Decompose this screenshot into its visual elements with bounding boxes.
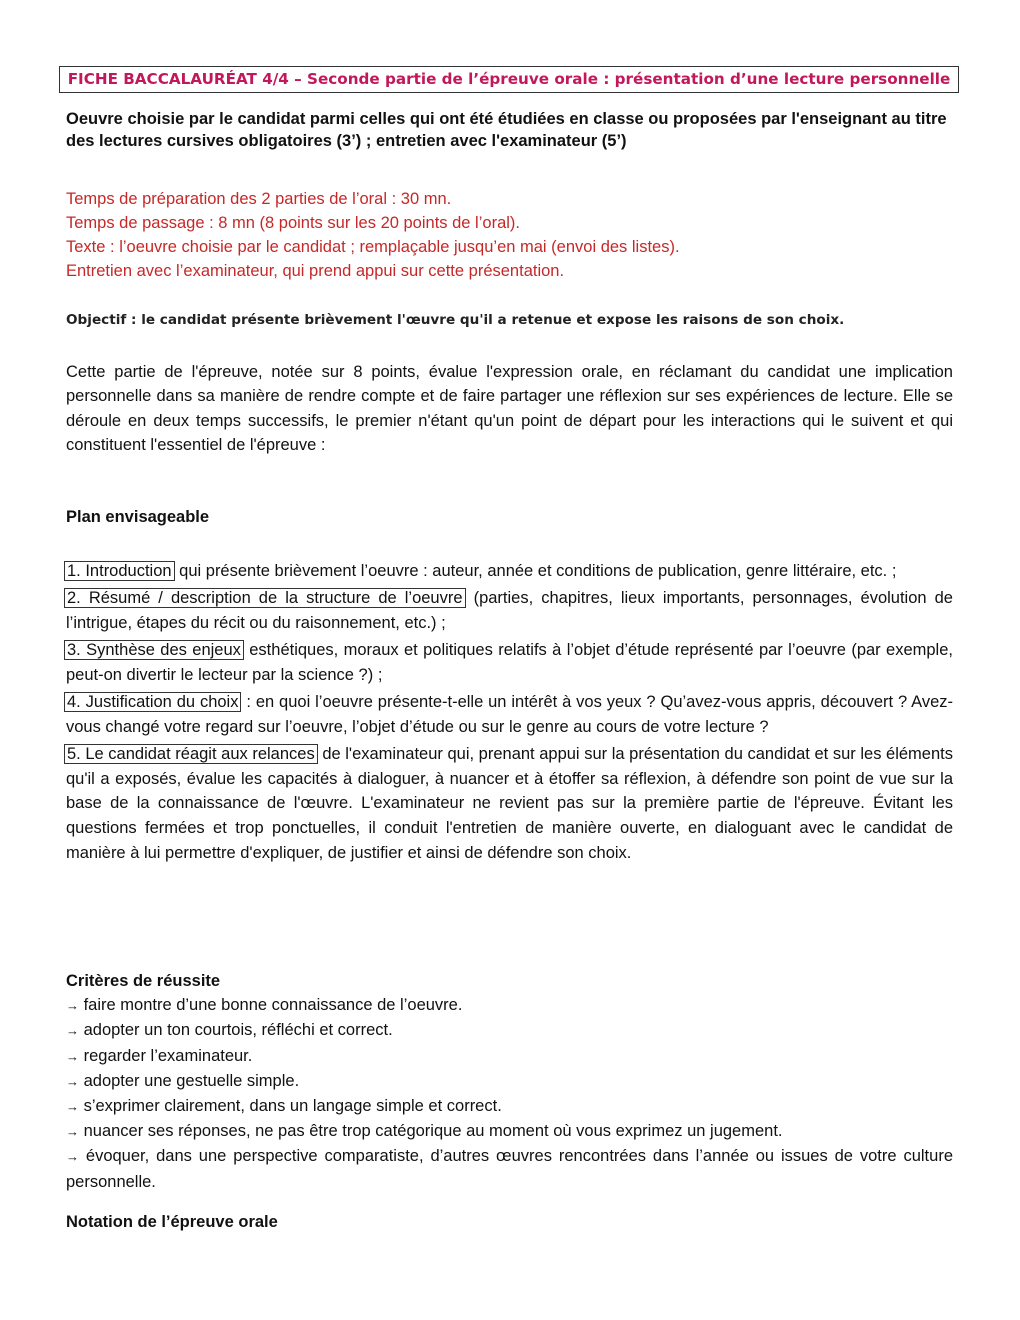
info-line: Temps de passage : 8 mn (8 points sur les 20 points de l’oral).	[66, 214, 520, 232]
arrow-icon: →	[66, 1073, 79, 1089]
plan-item-label: 3. Synthèse des enjeux	[64, 640, 244, 660]
plan-list	[66, 559, 953, 865]
criteria-section	[66, 969, 953, 1194]
plan-item-label: 4. Justification du choix	[64, 692, 241, 712]
arrow-icon: →	[66, 998, 79, 1014]
info-line: Entretien avec l’examinateur, qui prend appui sur cette présentation.	[66, 262, 565, 280]
criteria-item: → évoquer, dans une perspective comparatiste, d’autres œuvres rencontrées dans l’année ou issues de votre culture personnelle.	[66, 1147, 953, 1191]
plan-item-text: esthétiques, moraux et politiques relatifs à l’objet d’étude représenté par l’oeuvre (par exemple, peut-on divertir le lecteur par la science ?) ;	[66, 641, 953, 684]
info-block	[66, 187, 953, 283]
info-line: Temps de préparation des 2 parties de l’oral : 30 mn.	[66, 190, 452, 208]
plan-item-label: 5. Le candidat réagit aux relances	[64, 744, 318, 764]
criteria-heading: Critères de réussite	[66, 972, 221, 990]
subtitle: Oeuvre choisie par le candidat parmi celles qui ont été étudiées en classe ou proposées par l'enseignant au titre des lectures cursives obligatoires (3’) ; entretien avec l'examinateur (5’)	[66, 110, 947, 150]
plan-item	[66, 690, 953, 739]
plan-item	[66, 742, 953, 866]
arrow-icon: →	[66, 1149, 79, 1165]
info-line: Texte : l’oeuvre choisie par le candidat ; remplaçable jusqu’en mai (envoi des listes).	[66, 238, 680, 256]
criteria-item: → adopter une gestuelle simple.	[66, 1071, 300, 1090]
arrow-icon: →	[66, 1099, 79, 1115]
plan-item-label: 1. Introduction	[64, 561, 175, 581]
criteria-item: → s’exprimer clairement, dans un langage simple et correct.	[66, 1097, 502, 1116]
criteria-item: → nuancer ses réponses, ne pas être trop catégorique au moment où vous exprimez un jugement.	[66, 1122, 783, 1141]
plan-item-text: qui présente brièvement l’oeuvre : auteur, année et conditions de publication, genre littéraire, etc. ;	[174, 562, 897, 580]
criteria-item: → faire montre d’une bonne connaissance de l’oeuvre.	[66, 996, 463, 1015]
plan-item	[66, 638, 953, 687]
arrow-icon: →	[66, 1048, 79, 1064]
plan-item-text: (parties, chapitres, lieux importants, personnages, évolution de l’intrigue, étapes du récit ou du raisonnement, etc.) ;	[66, 589, 953, 632]
criteria-item: → regarder l’examinateur.	[66, 1046, 253, 1065]
arrow-icon: →	[66, 1124, 79, 1140]
arrow-icon: →	[66, 1023, 79, 1039]
page-title: FICHE BACCALAURÉAT 4/4 – Seconde partie de l’épreuve orale : présentation d’une lecture personnelle	[59, 66, 959, 93]
notation-heading: Notation de l’épreuve orale	[66, 1213, 278, 1231]
objective-statement: Objectif : le candidat présente brièvement l'œuvre qu'il a retenue et expose les raisons de son choix.	[66, 312, 845, 328]
intro-paragraph: Cette partie de l'épreuve, notée sur 8 points, évalue l'expression orale, en réclamant du candidat une implication personnelle dans sa manière de rendre compte et de faire partager une réflexion sur ses expériences de lecture. Elle se déroule en deux temps successifs, le premier n'étant qu'un point de départ pour les interactions qui le suivent et qui constituent l'essentiel de l'épreuve :	[66, 363, 953, 454]
plan-item-label: 2. Résumé / description de la structure de l’oeuvre	[64, 588, 466, 608]
plan-item-text: de l'examinateur qui, prenant appui sur la présentation du candidat et sur les éléments qu'il a exposés, évalue les capacités à dialoguer, à nuancer et à étoffer sa réflexion, à défendre son point de vue sur la base de la connaissance de l'œuvre. L'examinateur ne revient pas sur la première partie de l'épreuve. Évitant les questions fermées et trop ponctuelles, il conduit l'entretien de manière ouverte, en dialoguant avec le candidat de manière à lui permettre d'expliquer, de justifier et ainsi de défendre son choix.	[66, 744, 953, 862]
criteria-item: → adopter un ton courtois, réfléchi et correct.	[66, 1021, 393, 1040]
plan-item	[66, 586, 953, 635]
plan-heading: Plan envisageable	[66, 508, 210, 526]
plan-item	[66, 559, 953, 584]
plan-item-text: : en quoi l’oeuvre présente-t-elle un intérêt à vos yeux ? Qu’avez-vous appris, découvert ? Avez-vous changé votre regard sur l’oeuvre, l’objet d’étude ou sur le genre au cours de votre lecture ?	[66, 693, 954, 736]
